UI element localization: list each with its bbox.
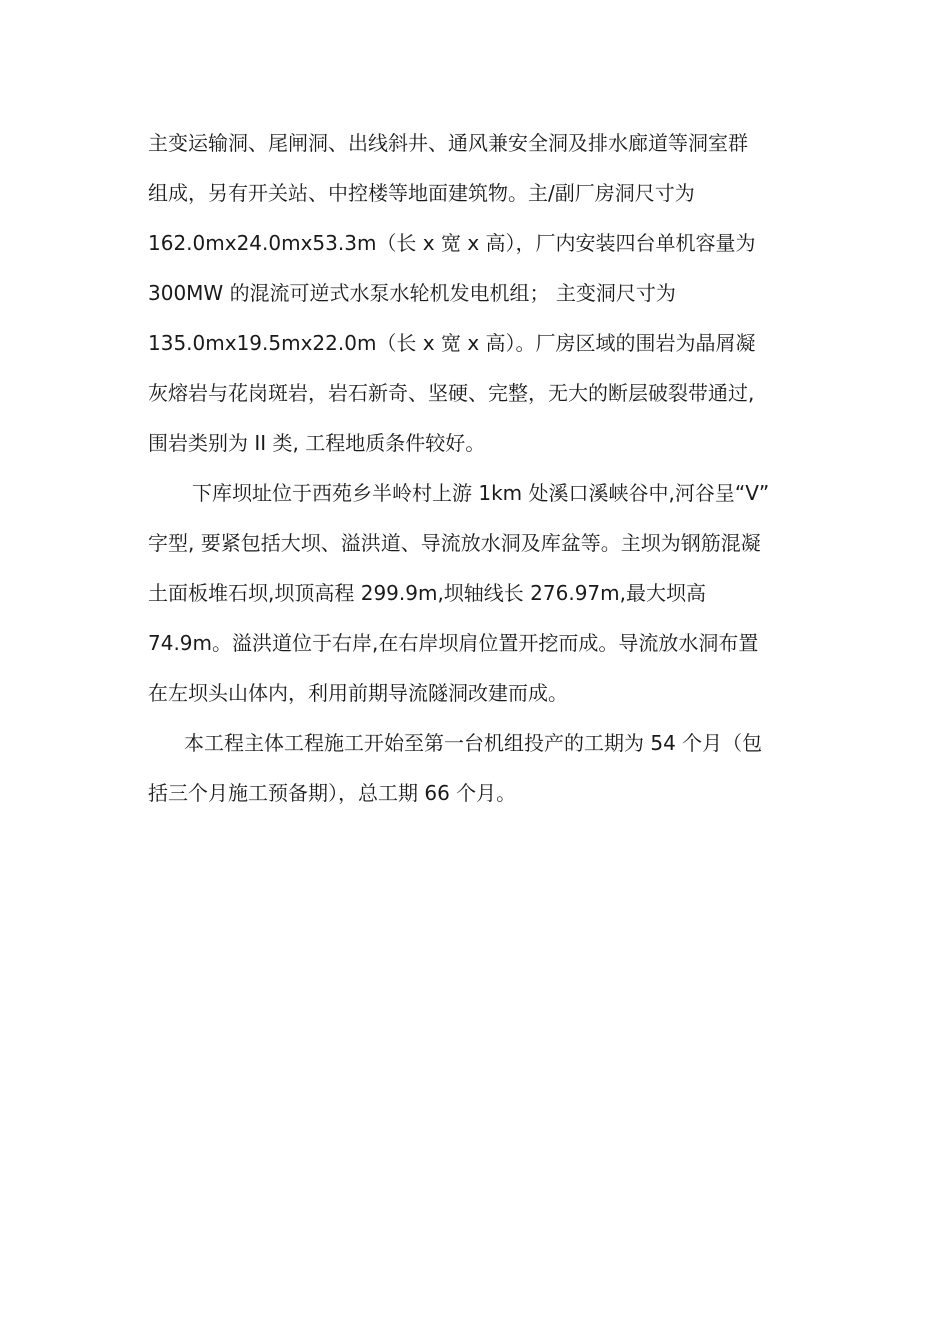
paragraph-underground-powerhouse [148, 118, 833, 468]
text-line: 围岩类别为 II 类, 工程地质条件较好。 [148, 431, 486, 455]
text-line: 135.0mx19.5mx22.0m（长 x 宽 x 高）。厂房区域的围岩为晶屑凝 [148, 331, 756, 355]
text-line: 在左坝头山体内，利用前期导流隧洞改建而成。 [148, 681, 568, 705]
text-line: 灰熔岩与花岗斑岩，岩石新奇、坚硬、完整，无大的断层破裂带通过, [148, 381, 755, 405]
text-line: 300MW 的混流可逆式水泵水轮机发电机组； 主变洞尺寸为 [148, 281, 676, 305]
paragraph-construction-period [148, 718, 833, 818]
text-line: 括三个月施工预备期），总工期 66 个月。 [148, 781, 517, 805]
text-line: 主变运输洞、尾闸洞、出线斜井、通风兼安全洞及排水廊道等洞室群 [148, 131, 748, 155]
text-line: 土面板堆石坝,坝顶高程 299.9m,坝轴线长 276.97m,最大坝高 [148, 581, 706, 605]
text-line: 162.0mx24.0mx53.3m（长 x 宽 x 高），厂内安装四台单机容量为 [148, 231, 756, 255]
text-line: 下库坝址位于西苑乡半岭村上游 1km 处溪口溪峡谷中,河谷呈“V” [192, 481, 770, 505]
text-line: 字型, 要紧包括大坝、溢洪道、导流放水洞及库盆等。主坝为钢筋混凝 [148, 531, 761, 555]
text-line: 74.9m。溢洪道位于右岸,在右岸坝肩位置开挖而成。导流放水洞布置 [148, 631, 759, 655]
document-body [148, 118, 833, 818]
text-line: 本工程主体工程施工开始至第一台机组投产的工期为 54 个月（包 [184, 731, 763, 755]
paragraph-lower-reservoir [148, 468, 833, 718]
text-line: 组成，另有开关站、中控楼等地面建筑物。主/副厂房洞尺寸为 [148, 181, 695, 205]
